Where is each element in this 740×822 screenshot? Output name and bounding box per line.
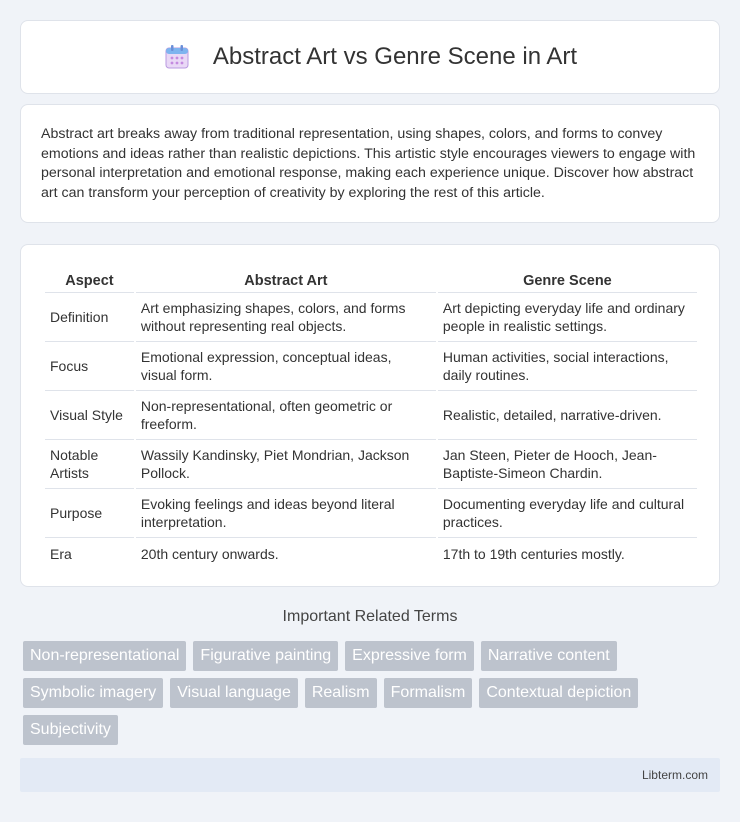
table-row [45, 391, 697, 440]
table-cell: 20th century onwards. [140, 545, 279, 562]
table-cell: Realistic, detailed, narrative-driven. [438, 391, 697, 440]
table-cell: Era [50, 545, 72, 562]
table-cell: 17th to 19th centuries mostly. [442, 545, 625, 562]
intro-card [20, 104, 720, 223]
table-header-row [45, 265, 697, 293]
tag-visual-language[interactable]: Visual language [170, 678, 298, 708]
table-cell: Emotional expression, conceptual ideas, visual form. [136, 342, 436, 391]
tag-expressive-form[interactable]: Expressive form [345, 641, 474, 671]
comparison-table [43, 265, 699, 569]
table-row [45, 293, 697, 342]
calendar-icon [163, 43, 191, 71]
table-cell: Wassily Kandinsky, Piet Mondrian, Jackson Pollock. [136, 440, 436, 489]
intro-text: Abstract art breaks away from traditional representation, using shapes, colors, and forms to convey emotions and ideas rather than realistic depictions. This artistic style encourages viewers to engage with personal interpretation and emotional response, making each experience unique. Discover how abstract art can transform your perception of creativity by exploring the rest of this article. [41, 126, 696, 201]
table-cell: Human activities, social interactions, daily routines. [438, 342, 697, 391]
table-cell: Jan Steen, Pieter de Hooch, Jean-Baptiste-Simeon Chardin. [438, 440, 697, 489]
tag-symbolic-imagery[interactable]: Symbolic imagery [23, 678, 163, 708]
related-terms-title: Important Related Terms [282, 608, 458, 625]
comparison-table-card [20, 244, 720, 587]
table-cell: Notable Artists [45, 440, 134, 489]
table-cell: Definition [45, 293, 134, 342]
page-title: Abstract Art vs Genre Scene in Art [212, 43, 578, 70]
table-row [45, 538, 697, 569]
table-row [45, 489, 697, 538]
tag-narrative-content[interactable]: Narrative content [481, 641, 617, 671]
tag-realism[interactable]: Realism [305, 678, 377, 708]
tag-contextual-depiction[interactable]: Contextual depiction [479, 678, 638, 708]
tag-non-representational[interactable]: Non-representational [23, 641, 186, 671]
table-cell: Non-representational, often geometric or freeform. [136, 391, 436, 440]
tag-figurative-painting[interactable]: Figurative painting [193, 641, 338, 671]
table-cell: Purpose [45, 489, 134, 538]
footer [20, 758, 720, 792]
footer-site-link[interactable]: Libterm.com [641, 768, 708, 782]
table-cell: Evoking feelings and ideas beyond literal interpretation. [136, 489, 436, 538]
table-cell: Documenting everyday life and cultural practices. [438, 489, 697, 538]
table-cell: Focus [45, 342, 134, 391]
tag-subjectivity[interactable]: Subjectivity [23, 715, 118, 745]
header-aspect: Aspect [45, 265, 134, 293]
related-terms-tags [23, 641, 723, 745]
header-card [20, 20, 720, 94]
header-abstract-art: Abstract Art [136, 265, 436, 293]
table-row [45, 342, 697, 391]
table-cell: Art emphasizing shapes, colors, and forms without representing real objects. [136, 293, 436, 342]
tag-formalism[interactable]: Formalism [384, 678, 473, 708]
table-cell: Art depicting everyday life and ordinary people in realistic settings. [438, 293, 697, 342]
header-genre-scene: Genre Scene [438, 265, 697, 293]
table-row [45, 440, 697, 489]
table-cell: Visual Style [45, 391, 134, 440]
